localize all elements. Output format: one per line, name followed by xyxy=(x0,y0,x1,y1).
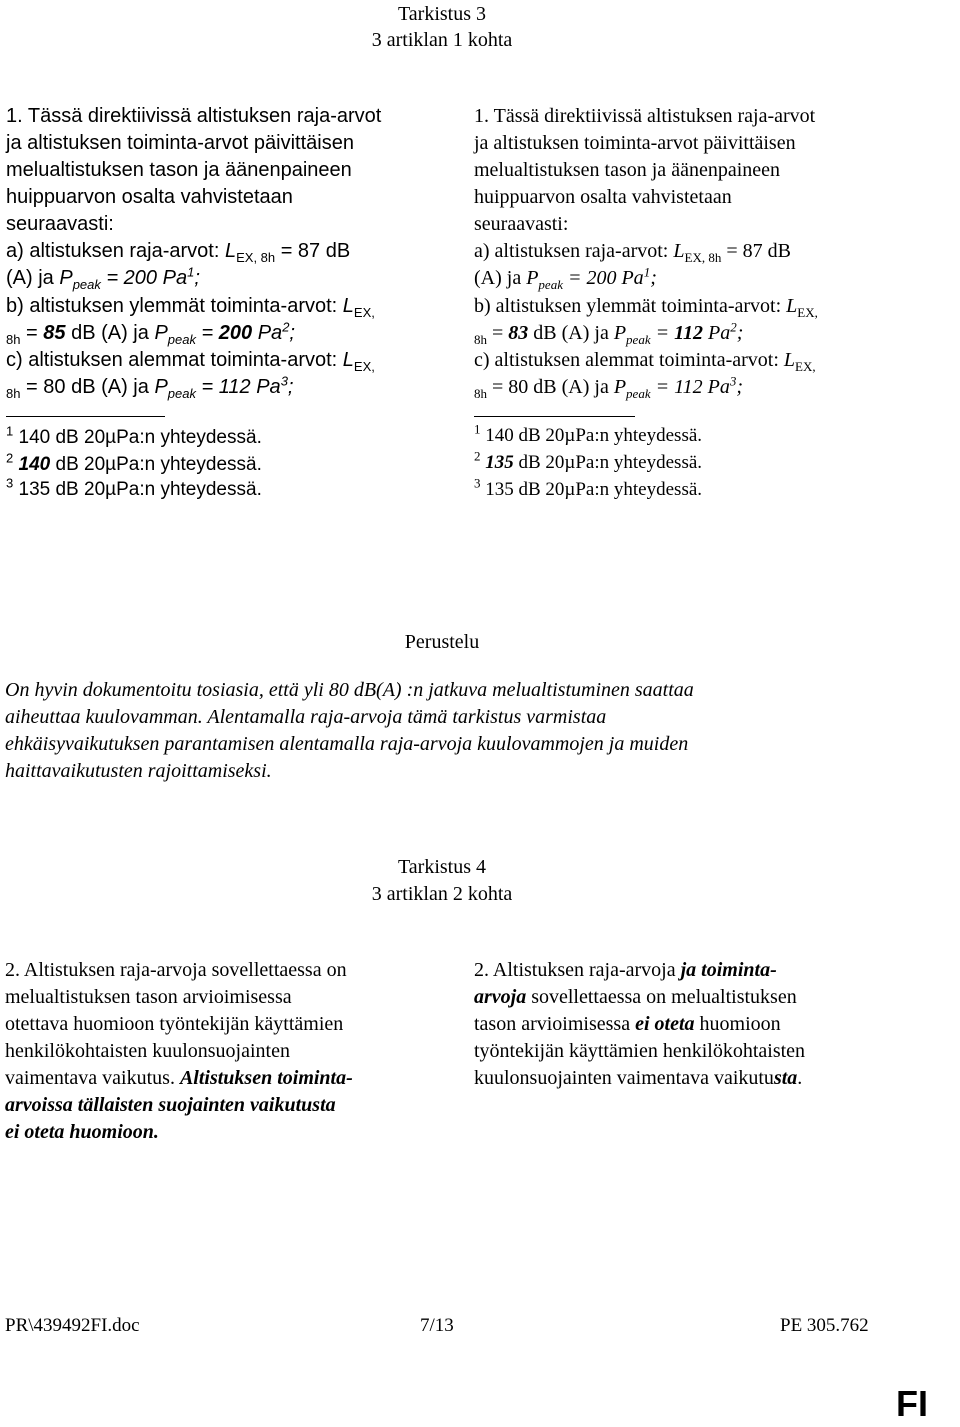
subscript: EX, xyxy=(353,305,375,320)
right-item-c xyxy=(474,349,816,374)
text: (A) ja xyxy=(474,267,527,289)
footnote-separator xyxy=(6,416,165,417)
symbol-p: P xyxy=(613,322,627,344)
footer-pe-number: PE 305.762 xyxy=(780,1315,869,1336)
subscript: peak xyxy=(626,332,651,347)
justification-line: aiheuttaa kuulovamman. Alentamalla raja-arvoja tämä tarkistus varmistaa xyxy=(5,706,607,728)
value: 140 xyxy=(13,454,51,475)
text: 135 dB 20µPa:n yhteydessä. xyxy=(480,479,703,500)
text: vaimentava vaikutus. xyxy=(5,1067,180,1089)
symbol-p: P xyxy=(59,267,73,289)
value: = 200 Pa xyxy=(100,267,188,289)
right-para-line: huippuarvon osalta vahvistetaan xyxy=(474,186,732,208)
text: = 87 dB xyxy=(275,240,351,262)
right-footnote-3 xyxy=(474,475,703,500)
left-item-a-cont xyxy=(6,264,200,292)
text: ; xyxy=(650,267,657,289)
subscript: EX, 8h xyxy=(684,250,722,265)
footnote-number: 2 xyxy=(6,450,14,466)
value: 200 xyxy=(218,322,253,344)
value: 85 xyxy=(43,322,66,344)
symbol-p: P xyxy=(613,376,627,398)
footnote-ref: 1 xyxy=(187,264,195,280)
subscript: 8h xyxy=(6,332,21,347)
text: = 87 dB xyxy=(721,240,791,262)
left-para-line: huippuarvon osalta vahvistetaan xyxy=(6,186,293,208)
left2-line: otettava huomioon työntekijän käyttämien xyxy=(5,1013,344,1035)
right-item-c-cont xyxy=(474,373,743,401)
symbol-l: L xyxy=(673,240,685,262)
symbol-l: L xyxy=(783,349,796,371)
justification-line: haittavaikutusten rajoittamiseksi. xyxy=(5,760,272,782)
footnote-separator xyxy=(474,416,635,417)
subscript: peak xyxy=(167,386,196,401)
value: 83 xyxy=(508,322,529,344)
left-footnote-2 xyxy=(6,450,262,475)
text: dB 20µPa:n yhteydessä. xyxy=(513,452,703,473)
subscript: EX, xyxy=(797,305,818,320)
symbol-l: L xyxy=(786,295,798,317)
justification-line: On hyvin dokumentoitu tosiasia, että yli 80 dB(A) :n jatkuva melualtistuminen saattaa xyxy=(5,679,694,701)
subscript: peak xyxy=(626,386,651,401)
inserted-text: ja toiminta- xyxy=(680,959,777,981)
right2-line xyxy=(474,987,797,1007)
unit: Pa xyxy=(252,322,283,344)
footnote-ref: 3 xyxy=(729,373,737,389)
text: huomioon xyxy=(694,1013,781,1035)
footnote-number: 3 xyxy=(6,475,14,491)
left-item-b-cont xyxy=(6,319,295,347)
text: sovellettaessa on melualtistuksen xyxy=(526,986,797,1008)
text: b) altistuksen ylemmät toiminta-arvot: xyxy=(6,295,343,317)
subscript: EX, 8h xyxy=(236,250,276,265)
footnote-number: 3 xyxy=(474,475,481,491)
left2-line: arvoissa tällaisten suojainten vaikutusta xyxy=(5,1094,336,1116)
value: 112 xyxy=(674,322,703,344)
text: c) altistuksen alemmat toiminta-arvot: xyxy=(474,349,784,371)
text: 2. Altistuksen raja-arvoja xyxy=(474,959,681,981)
amendment-4-title: Tarkistus 4 xyxy=(397,856,487,878)
left2-line xyxy=(5,1068,353,1088)
footnote-number: 1 xyxy=(6,423,14,439)
left2-line: 2. Altistuksen raja-arvoja sovellettaessa on xyxy=(5,959,347,981)
right-item-a-cont xyxy=(474,264,657,292)
text: = xyxy=(487,322,509,344)
text: ; xyxy=(736,376,743,398)
footer-page-number: 7/13 xyxy=(420,1315,454,1336)
right2-line xyxy=(474,1014,781,1034)
right-footnote-2 xyxy=(474,448,703,473)
text: a) altistuksen raja-arvot: xyxy=(474,240,674,262)
footnote-ref: 2 xyxy=(282,319,290,335)
subscript: 8h xyxy=(474,386,487,401)
right2-line xyxy=(474,1068,802,1088)
footer-language-code: FI xyxy=(896,1383,928,1424)
right2-line xyxy=(474,960,777,980)
left-para-line: seuraavasti: xyxy=(6,213,114,235)
text: dB (A) ja xyxy=(528,322,614,344)
left-footnote-3 xyxy=(6,475,262,500)
left-para-line: 1. Tässä direktiivissä altistuksen raja-arvot xyxy=(6,105,382,127)
text: = xyxy=(650,322,675,344)
justification-line: ehkäisyvaikutuksen parantamisen alentamalla raja-arvoja kuulovammojen ja muiden xyxy=(5,733,689,755)
left-item-b xyxy=(6,295,375,320)
text: a) altistuksen raja-arvot: xyxy=(6,240,225,262)
text: tason arvioimisessa xyxy=(474,1013,636,1035)
text: kuulonsuojainten vaimentava vaikutu xyxy=(474,1067,774,1089)
right-para-line: seuraavasti: xyxy=(474,213,569,235)
symbol-p: P xyxy=(526,267,539,289)
text: b) altistuksen ylemmät toiminta-arvot: xyxy=(474,295,787,317)
right-para-line: 1. Tässä direktiivissä altistuksen raja-arvot xyxy=(474,105,816,127)
symbol-p: P xyxy=(154,376,168,398)
text: = xyxy=(20,322,44,344)
left-item-c-cont xyxy=(6,373,294,401)
symbol-l: L xyxy=(342,295,354,317)
value: 135 xyxy=(480,452,514,473)
footnote-ref: 2 xyxy=(730,319,737,335)
text: dB (A) ja xyxy=(65,322,155,344)
symbol-l: L xyxy=(224,240,237,262)
subscript: peak xyxy=(167,332,196,347)
text: 140 dB 20µPa:n yhteydessä. xyxy=(13,427,262,448)
subscript: peak xyxy=(538,277,563,292)
right-para-line: ja altistuksen toiminta-arvot päivittäisen xyxy=(474,132,796,154)
footnote-number: 2 xyxy=(474,448,481,464)
text: . xyxy=(797,1067,803,1089)
inserted-text: arvoja xyxy=(474,986,527,1008)
right2-line: työntekijän käyttämien henkilökohtaisten xyxy=(474,1040,806,1062)
text: = 80 dB (A) ja xyxy=(20,376,155,398)
text: (A) ja xyxy=(6,267,60,289)
deleted-text: Altistuksen toiminta- xyxy=(179,1067,353,1089)
text: ; xyxy=(194,267,200,289)
text: c) altistuksen alemmat toiminta-arvot: xyxy=(6,349,343,371)
right-item-b xyxy=(474,295,818,320)
text: ; xyxy=(287,376,294,398)
subscript: peak xyxy=(72,277,101,292)
unit: Pa xyxy=(703,322,731,344)
text: = xyxy=(195,322,219,344)
subscript: 8h xyxy=(474,332,487,347)
justification-heading: Perustelu xyxy=(404,631,480,653)
text: 135 dB 20µPa:n yhteydessä. xyxy=(13,479,262,500)
amendment-3-title: Tarkistus 3 xyxy=(397,3,487,25)
symbol-l: L xyxy=(342,349,354,371)
value: = 112 Pa xyxy=(650,376,730,398)
left-footnote-1 xyxy=(6,423,262,448)
amendment-4-subtitle: 3 artiklan 2 kohta xyxy=(371,883,513,905)
text: dB 20µPa:n yhteydessä. xyxy=(50,454,262,475)
inserted-text: ei oteta xyxy=(635,1013,695,1035)
right-item-a xyxy=(474,240,791,265)
value: = 112 Pa xyxy=(195,376,281,398)
text: = 80 dB (A) ja xyxy=(487,376,614,398)
inserted-text: sta xyxy=(773,1067,798,1089)
value: = 200 Pa xyxy=(562,267,644,289)
left2-line: ei oteta huomioon. xyxy=(5,1121,159,1143)
subscript: 8h xyxy=(6,386,21,401)
right-para-line: melualtistuksen tason ja äänenpaineen xyxy=(474,159,781,181)
footnote-number: 1 xyxy=(474,421,481,437)
left2-line: henkilökohtaisten kuulonsuojainten xyxy=(5,1040,290,1062)
footnote-ref: 1 xyxy=(643,264,651,280)
footer-doc-ref: PR\439492FI.doc xyxy=(5,1315,140,1336)
right-item-b-cont xyxy=(474,319,744,347)
subscript: EX, xyxy=(353,359,375,374)
text: ; xyxy=(736,322,744,344)
amendment-3-subtitle: 3 artiklan 1 kohta xyxy=(371,29,513,51)
left-item-c xyxy=(6,349,375,374)
footnote-ref: 3 xyxy=(280,373,288,389)
text: ; xyxy=(289,322,295,344)
subscript: EX, xyxy=(795,359,816,374)
left-item-a xyxy=(6,240,351,265)
symbol-p: P xyxy=(154,322,168,344)
left-para-line: melualtistuksen tason ja äänenpaineen xyxy=(6,159,352,181)
left2-line: melualtistuksen tason arvioimisessa xyxy=(5,986,292,1008)
text: 140 dB 20µPa:n yhteydessä. xyxy=(480,425,703,446)
left-para-line: ja altistuksen toiminta-arvot päivittäisen xyxy=(6,132,354,154)
right-footnote-1 xyxy=(474,421,703,446)
